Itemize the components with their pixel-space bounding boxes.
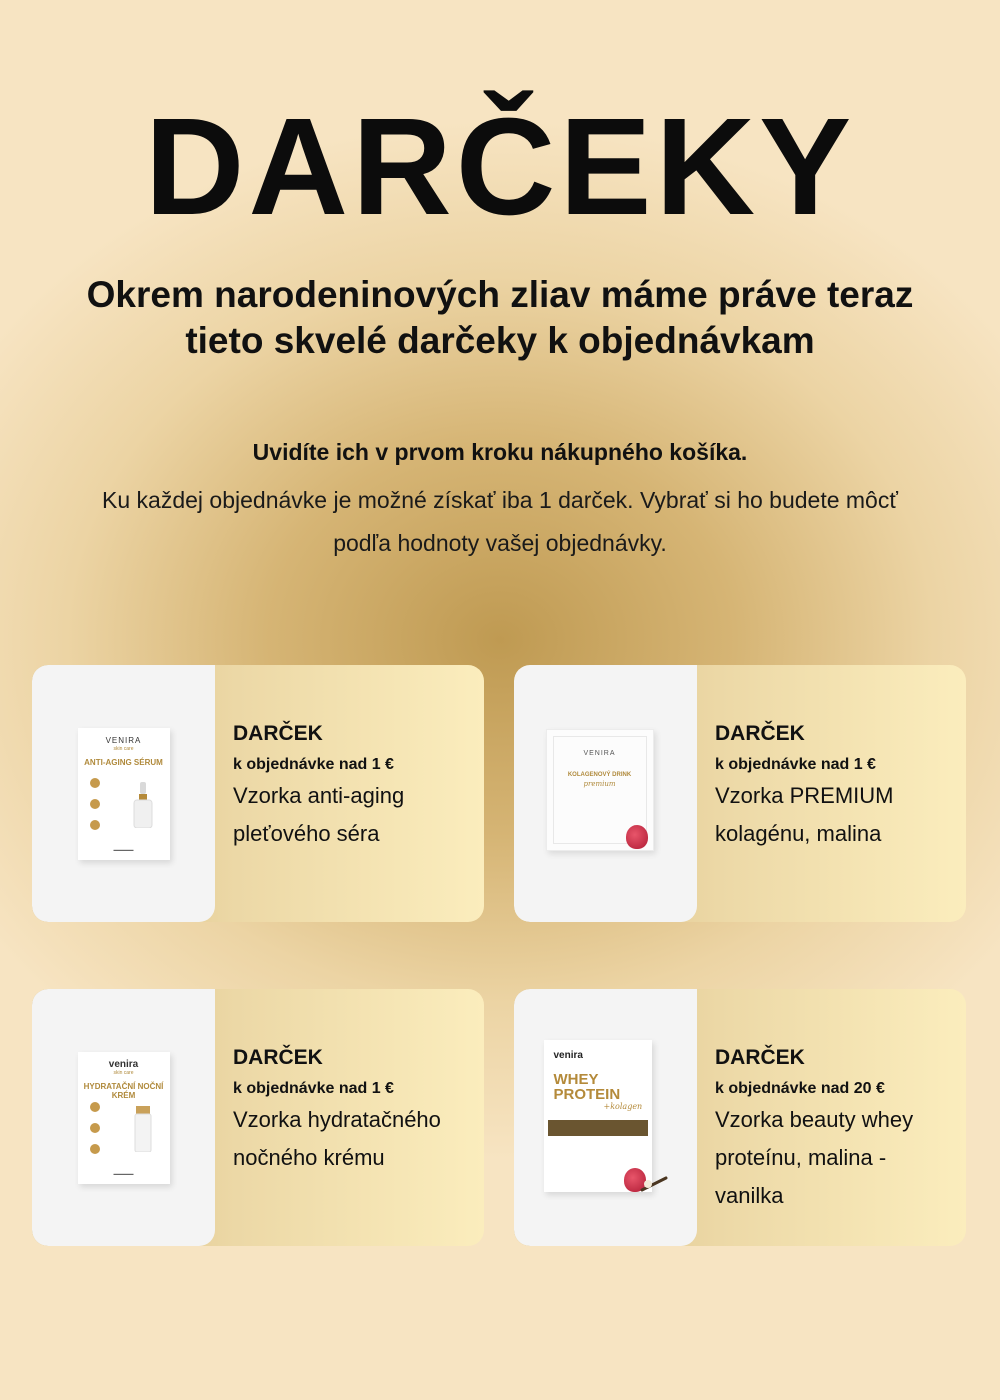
product-name: ANTI-AGING SÉRUM	[84, 757, 163, 767]
product-image-box	[32, 989, 215, 1246]
gift-card-serum	[32, 665, 484, 922]
product-image-box	[32, 665, 215, 922]
gift-condition: k objednávke nad 1 €	[715, 756, 876, 773]
product-name: WHEY PROTEIN	[553, 1070, 621, 1103]
product-brand: venira	[108, 1058, 139, 1070]
whey-sachet-image	[544, 1040, 668, 1196]
product-name: HYDRATAČNÍ NOČNÍ KRÉM	[83, 1081, 164, 1100]
gift-description: Vzorka beauty whey proteínu, malina - vanilka	[715, 1107, 914, 1208]
gift-condition: k objednávke nad 1 €	[233, 1080, 394, 1097]
gift-description: Vzorka PREMIUM kolagénu, malina	[715, 783, 894, 846]
page-subtitle: Okrem narodeninových zliav máme práve teraz tieto skvelé darčeky k objednávkam	[86, 274, 914, 361]
gift-label: DARČEK	[715, 1046, 805, 1069]
info-bold-text: Uvidíte ich v prvom kroku nákupného košíka.	[252, 439, 748, 465]
nutrition-bar	[548, 1120, 648, 1136]
product-line: skin care	[113, 745, 134, 752]
gift-label: DARČEK	[233, 722, 323, 745]
gift-description: Vzorka hydratačného nočného krému	[233, 1107, 441, 1170]
vanilla-icon	[640, 1174, 668, 1192]
dropper-bottle-icon	[132, 782, 154, 828]
product-brand: venira	[553, 1049, 583, 1061]
product-sub: premium	[583, 779, 616, 788]
feature-icons	[90, 1102, 100, 1165]
info-text: Ku každej objednávke je možné získať iba 1 darček. Vybrať si ho budete môcť podľa hodnoty vašej objednávky.	[102, 487, 898, 556]
product-image-box	[514, 665, 697, 922]
sachet-footer-icon: ▬▬▬▬▬	[113, 1170, 134, 1176]
gift-card-whey	[514, 989, 966, 1246]
product-image-box	[514, 989, 697, 1246]
cream-sachet-image	[78, 1052, 170, 1184]
product-name: KOLAGENOVÝ DRINK	[567, 771, 632, 778]
sachet-footer-icon: ▬▬▬▬▬	[113, 846, 134, 852]
cream-tube-icon	[132, 1106, 154, 1152]
gift-card-night-cream	[32, 989, 484, 1246]
product-line: skin care	[113, 1069, 134, 1076]
gift-description: Vzorka anti-aging pleťového séra	[233, 783, 405, 846]
page-title: DARČEKY	[144, 90, 856, 244]
collagen-sachet-image	[546, 729, 666, 859]
gift-condition: k objednávke nad 20 €	[715, 1080, 885, 1097]
gift-label: DARČEK	[715, 722, 805, 745]
gift-label: DARČEK	[233, 1046, 323, 1069]
serum-sachet-image	[78, 728, 170, 860]
raspberry-icon	[626, 825, 648, 849]
product-sub: +kolagen	[603, 1101, 643, 1111]
gift-condition: k objednávke nad 1 €	[233, 756, 394, 773]
product-brand: VENIRA	[105, 735, 142, 745]
feature-icons	[90, 778, 100, 841]
product-brand: VENIRA	[583, 749, 616, 757]
gift-card-collagen	[514, 665, 966, 922]
